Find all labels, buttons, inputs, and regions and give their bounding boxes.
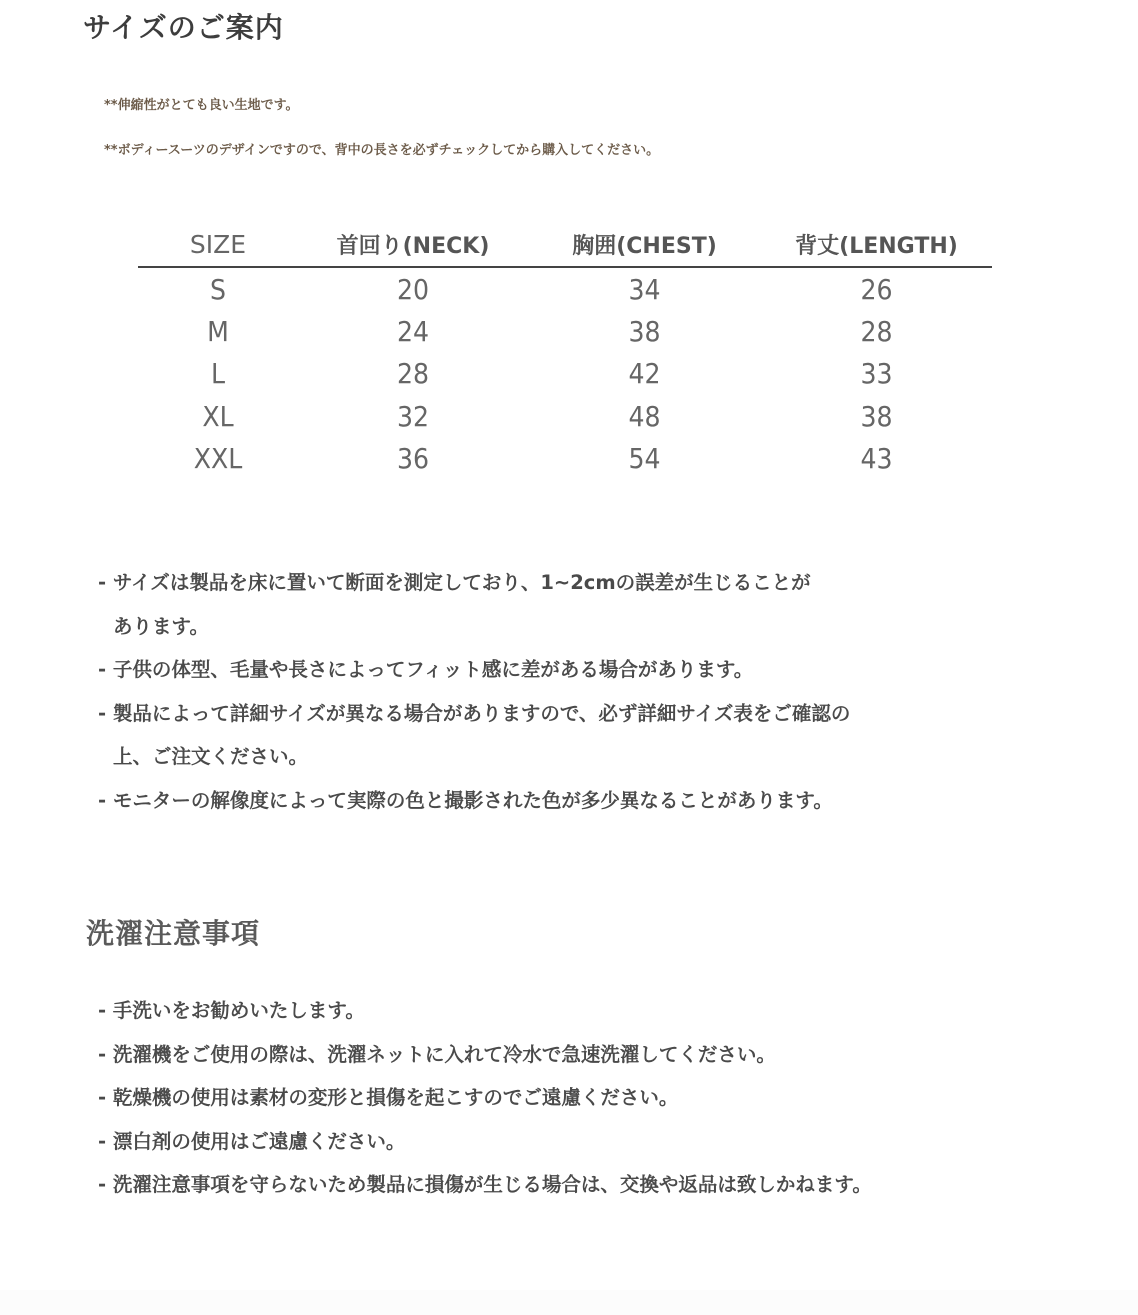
size-note-continuation: あります。	[113, 614, 209, 638]
cell-length: 38	[860, 399, 893, 433]
size-notes-list	[98, 561, 850, 822]
bodysuit-length-note: **ボディースーツのデザインですので、背中の長さを必ずチェックしてから購入してください。	[104, 143, 660, 158]
size-note-text: - 製品によって詳細サイズが異なる場合がありますので、必ず詳細サイズ表をご確認の	[98, 701, 851, 725]
cell-neck: 28	[396, 357, 430, 391]
fabric-stretch-note: **伸縮性がとても良い生地です。	[104, 98, 299, 113]
washing-note-item: - 手洗いをお勧めいたします。	[98, 999, 365, 1022]
size-note-continuation: 上、ご注文ください。	[113, 745, 309, 768]
size-row-s	[138, 267, 992, 310]
size-chart-header-row	[138, 222, 992, 267]
washing-note-item: - 洗濯注意事項を守らないため製品に損傷が生じる場合は、交換や返品は致しかねます。	[98, 1173, 872, 1196]
size-row-xxl	[138, 437, 992, 479]
washing-instructions-title: 洗濯注意事項	[86, 917, 261, 950]
cell-neck: 36	[396, 441, 430, 475]
cell-chest: 38	[628, 314, 661, 348]
washing-note-item: - 漂白剤の使用はご遠慮ください。	[98, 1129, 406, 1153]
cell-length: 26	[860, 272, 893, 306]
cell-length: 33	[860, 357, 893, 391]
cell-neck: 32	[396, 399, 430, 433]
cell-size: M	[207, 314, 229, 348]
size-note-text: - 子供の体型、毛量や長さによってフィット感に差がある場合があります。	[98, 658, 754, 681]
size-note-item	[98, 692, 850, 779]
washing-note-item: - 洗濯機をご使用の際は、洗濯ネットに入れて冷水で急速洗濯してください。	[98, 1042, 776, 1066]
size-note-item	[98, 561, 850, 648]
cell-chest: 54	[628, 441, 661, 475]
header-chest: 胸囲(CHEST)	[528, 222, 761, 267]
header-length: 背丈(LENGTH)	[761, 222, 992, 267]
cell-size: XL	[202, 399, 234, 433]
cell-neck: 20	[396, 272, 430, 306]
washing-note-item: - 乾燥機の使用は素材の変形と損傷を起こすのでご遠慮ください。	[98, 1086, 679, 1109]
cell-length: 43	[860, 441, 893, 475]
size-chart-table	[138, 222, 992, 479]
size-note-text: - モニターの解像度によって実際の色と撮影された色が多少異なることがあります。	[98, 788, 833, 812]
cell-chest: 48	[628, 399, 661, 433]
header-neck: 首回り(NECK)	[298, 222, 528, 267]
size-row-xl	[138, 395, 992, 437]
size-note-text: - サイズは製品を床に置いて断面を測定しており、1~2cmの誤差が生じることが	[98, 571, 811, 594]
washing-notes-list	[98, 989, 872, 1207]
size-note-item	[98, 779, 850, 823]
cell-size: S	[210, 272, 226, 306]
size-row-l	[138, 353, 992, 395]
bottom-divider	[0, 1290, 1138, 1315]
cell-size: L	[210, 357, 226, 391]
cell-chest: 34	[628, 272, 661, 306]
size-note-item	[98, 648, 850, 692]
header-size: SIZE	[138, 222, 298, 267]
cell-size: XXL	[193, 441, 243, 475]
cell-length: 28	[860, 314, 893, 348]
size-guide-title: サイズのご案内	[83, 11, 284, 44]
cell-neck: 24	[396, 314, 430, 348]
size-row-m	[138, 310, 992, 352]
cell-chest: 42	[628, 357, 661, 391]
